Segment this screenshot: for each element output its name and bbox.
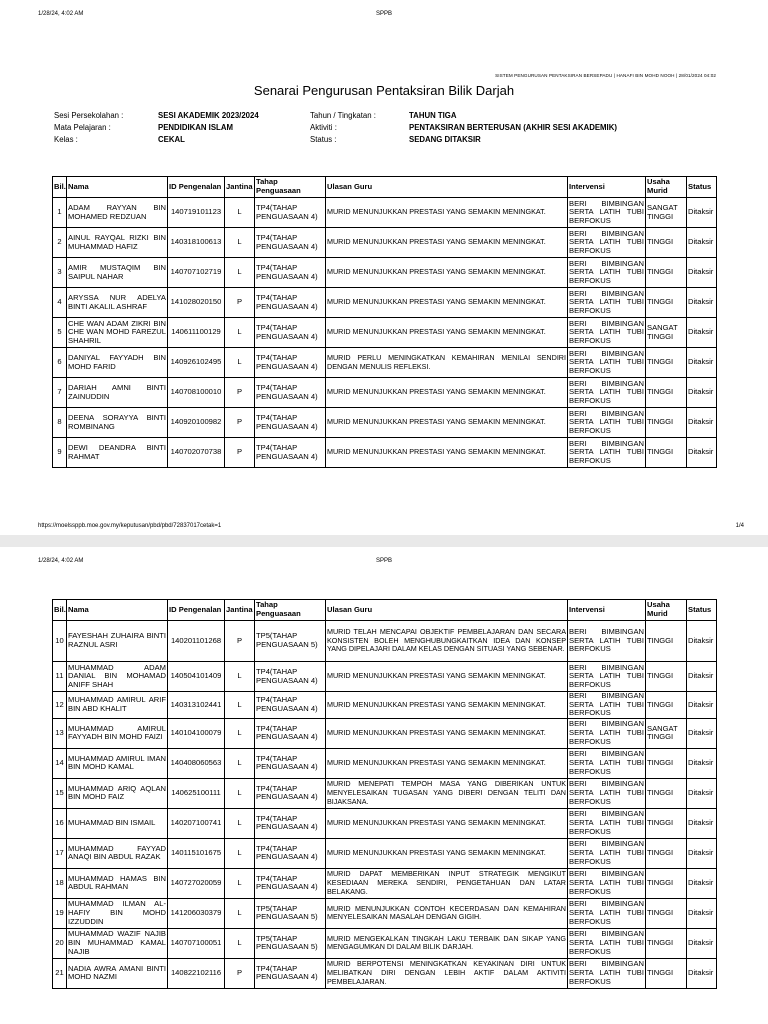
mastery-level: TP4(TAHAP PENGUASAAN 4) bbox=[255, 288, 326, 318]
assessment-status: Ditaksir bbox=[687, 621, 717, 662]
gender: L bbox=[225, 258, 255, 288]
mastery-level: TP4(TAHAP PENGUASAAN 4) bbox=[255, 318, 326, 348]
footer-page-number: 1/4 bbox=[735, 523, 744, 529]
intervention: BERI BIMBINGAN SERTA LATIH TUBI BERFOKUS bbox=[568, 778, 646, 808]
meta-label: Mata Pelajaran : bbox=[54, 123, 111, 132]
teacher-remark: MURID MENUNJUKKAN PRESTASI YANG SEMAKIN MENINGKAT. bbox=[326, 228, 568, 258]
col-usaha-murid-header: Usaha Murid bbox=[646, 600, 687, 621]
table-row bbox=[53, 318, 717, 348]
assessment-status: Ditaksir bbox=[687, 258, 717, 288]
mastery-level: TP5(TAHAP PENGUASAAN 5) bbox=[255, 928, 326, 958]
gender: L bbox=[225, 228, 255, 258]
student-effort: TINGGI bbox=[646, 288, 687, 318]
col-status-header: Status bbox=[687, 600, 717, 621]
row-number: 15 bbox=[53, 778, 67, 808]
student-effort: TINGGI bbox=[646, 621, 687, 662]
meta-label: Status : bbox=[310, 135, 337, 144]
gender: L bbox=[225, 318, 255, 348]
mastery-level: TP4(TAHAP PENGUASAAN 4) bbox=[255, 692, 326, 719]
col-status-header: Status bbox=[687, 177, 717, 198]
student-id: 140104100079 bbox=[168, 718, 225, 748]
table-row bbox=[53, 408, 717, 438]
assessment-status: Ditaksir bbox=[687, 378, 717, 408]
col-jantina-header: Jantina bbox=[225, 177, 255, 198]
print-site-name: SPPB bbox=[375, 558, 392, 564]
report-page-2 bbox=[0, 547, 768, 1024]
mastery-level: TP4(TAHAP PENGUASAAN 4) bbox=[255, 378, 326, 408]
assessment-status: Ditaksir bbox=[687, 868, 717, 898]
assessment-status: Ditaksir bbox=[687, 692, 717, 719]
mastery-level: TP4(TAHAP PENGUASAAN 4) bbox=[255, 868, 326, 898]
mastery-level: TP4(TAHAP PENGUASAAN 4) bbox=[255, 228, 326, 258]
row-number: 8 bbox=[53, 408, 67, 438]
student-name: MUHAMMAD BIN ISMAIL bbox=[67, 808, 168, 838]
student-id: 140719101123 bbox=[168, 198, 225, 228]
table-row bbox=[53, 692, 717, 719]
student-name: MUHAMMAD AMIRUL IMAN BIN MOHD KAMAL bbox=[67, 748, 168, 778]
table-header-row bbox=[53, 177, 717, 198]
table-row bbox=[53, 662, 717, 692]
student-name: MUHAMMAD ADAM DANIAL BIN MOHAMAD ANIFF SHAH bbox=[67, 662, 168, 692]
meta-labels-right bbox=[310, 110, 376, 146]
intervention: BERI BIMBINGAN SERTA LATIH TUBI BERFOKUS bbox=[568, 748, 646, 778]
mastery-level: TP4(TAHAP PENGUASAAN 4) bbox=[255, 198, 326, 228]
assessment-status: Ditaksir bbox=[687, 778, 717, 808]
meta-value: SESI AKADEMIK 2023/2024 bbox=[158, 111, 259, 120]
intervention: BERI BIMBINGAN SERTA LATIH TUBI BERFOKUS bbox=[568, 928, 646, 958]
teacher-remark: MURID TELAH MENCAPAI OBJEKTIF PEMBELAJARAN DAN SECARA KONSISTEN BOLEH MENGHUBUNGKAITKAN IDEA DAN KONSEP YANG DIPELAJARI DALAM KELAS DENGAN SITUASI YANG SEBENAR. bbox=[326, 621, 568, 662]
student-name: MUHAMMAD WAZIF NAJIB BIN MUHAMMAD KAMAL NAJIB bbox=[67, 928, 168, 958]
meta-values-right bbox=[409, 110, 617, 146]
col-tahap-penguasaan-header: Tahap Penguasaan bbox=[255, 177, 326, 198]
row-number: 13 bbox=[53, 718, 67, 748]
row-number: 11 bbox=[53, 662, 67, 692]
student-name: CHE WAN ADAM ZIKRI BIN CHE WAN MOHD FAREZUL SHAHRIL bbox=[67, 318, 168, 348]
gender: L bbox=[225, 778, 255, 808]
print-site-name: SPPB bbox=[375, 11, 392, 17]
student-id: 140611100129 bbox=[168, 318, 225, 348]
col-id-pengenalan-header: ID Pengenalan bbox=[168, 177, 225, 198]
student-name: MUHAMMAD AMIRUL ARIF BIN ABD KHALIT bbox=[67, 692, 168, 719]
gender: L bbox=[225, 868, 255, 898]
student-id: 140727020059 bbox=[168, 868, 225, 898]
mastery-level: TP4(TAHAP PENGUASAAN 4) bbox=[255, 438, 326, 468]
student-effort: SANGAT TINGGI bbox=[646, 718, 687, 748]
student-id: 140926102495 bbox=[168, 348, 225, 378]
gender: L bbox=[225, 198, 255, 228]
row-number: 20 bbox=[53, 928, 67, 958]
table-row bbox=[53, 898, 717, 928]
table-row bbox=[53, 748, 717, 778]
meta-value: PENTAKSIRAN BERTERUSAN (AKHIR SESI AKADEMIK) bbox=[409, 123, 617, 132]
assessment-status: Ditaksir bbox=[687, 898, 717, 928]
gender: L bbox=[225, 808, 255, 838]
teacher-remark: MURID MENUNJUKKAN PRESTASI YANG SEMAKIN MENINGKAT. bbox=[326, 408, 568, 438]
student-effort: TINGGI bbox=[646, 868, 687, 898]
student-effort: TINGGI bbox=[646, 408, 687, 438]
intervention: BERI BIMBINGAN SERTA LATIH TUBI BERFOKUS bbox=[568, 898, 646, 928]
student-name: DARIAH AMNI BINTI ZAINUDDIN bbox=[67, 378, 168, 408]
student-effort: TINGGI bbox=[646, 378, 687, 408]
gender: P bbox=[225, 378, 255, 408]
mastery-level: TP4(TAHAP PENGUASAAN 4) bbox=[255, 838, 326, 868]
table-row bbox=[53, 718, 717, 748]
student-id: 140115101675 bbox=[168, 838, 225, 868]
table-row bbox=[53, 378, 717, 408]
col-id-pengenalan-header: ID Pengenalan bbox=[168, 600, 225, 621]
report-title: Senarai Pengurusan Pentaksiran Bilik Darjah bbox=[253, 83, 515, 98]
student-name: ARYSSA NUR ADELYA BINTI AKALIL ASHRAF bbox=[67, 288, 168, 318]
student-id: 140702070738 bbox=[168, 438, 225, 468]
mastery-level: TP4(TAHAP PENGUASAAN 4) bbox=[255, 808, 326, 838]
intervention: BERI BIMBINGAN SERTA LATIH TUBI BERFOKUS bbox=[568, 438, 646, 468]
meta-values-left bbox=[158, 110, 259, 146]
gender: P bbox=[225, 288, 255, 318]
assessment-status: Ditaksir bbox=[687, 838, 717, 868]
student-id: 140707100051 bbox=[168, 928, 225, 958]
table-row bbox=[53, 838, 717, 868]
mastery-level: TP4(TAHAP PENGUASAAN 4) bbox=[255, 662, 326, 692]
col-bil-header: Bil. bbox=[53, 177, 67, 198]
student-id: 140504101409 bbox=[168, 662, 225, 692]
col-jantina-header: Jantina bbox=[225, 600, 255, 621]
teacher-remark: MURID MENUNJUKKAN PRESTASI YANG SEMAKIN MENINGKAT. bbox=[326, 318, 568, 348]
student-name: DEWI DEANDRA BINTI RAHMAT bbox=[67, 438, 168, 468]
student-name: MUHAMMAD ARIQ AQLAN BIN MOHD FAIZ bbox=[67, 778, 168, 808]
student-id: 140822102116 bbox=[168, 958, 225, 988]
table-row bbox=[53, 808, 717, 838]
student-effort: TINGGI bbox=[646, 958, 687, 988]
table-row bbox=[53, 348, 717, 378]
student-effort: TINGGI bbox=[646, 748, 687, 778]
meta-label: Aktiviti : bbox=[310, 123, 337, 132]
teacher-remark: MURID MENUNJUKKAN PRESTASI YANG SEMAKIN MENINGKAT. bbox=[326, 748, 568, 778]
student-name: MUHAMMAD HAMAS BIN ABDUL RAHMAN bbox=[67, 868, 168, 898]
student-effort: TINGGI bbox=[646, 662, 687, 692]
print-datetime: 1/28/24, 4:02 AM bbox=[38, 558, 84, 564]
assessment-status: Ditaksir bbox=[687, 318, 717, 348]
student-id: 140318100613 bbox=[168, 228, 225, 258]
assessment-status: Ditaksir bbox=[687, 348, 717, 378]
table-row bbox=[53, 621, 717, 662]
intervention: BERI BIMBINGAN SERTA LATIH TUBI BERFOKUS bbox=[568, 958, 646, 988]
teacher-remark: MURID MENEPATI TEMPOH MASA YANG DIBERIKAN UNTUK MENYELESAIKAN TUGASAN YANG DIBERI DENGAN TELITI DAN BIJAKSANA. bbox=[326, 778, 568, 808]
assessment-status: Ditaksir bbox=[687, 438, 717, 468]
student-effort: TINGGI bbox=[646, 838, 687, 868]
assessment-table bbox=[52, 599, 717, 989]
student-name: NADIA AWRA AMANI BINTI MOHD NAZMI bbox=[67, 958, 168, 988]
student-name: ADAM RAYYAN BIN MOHAMED REDZUAN bbox=[67, 198, 168, 228]
teacher-remark: MURID MENUNJUKKAN PRESTASI YANG SEMAKIN MENINGKAT. bbox=[326, 718, 568, 748]
intervention: BERI BIMBINGAN SERTA LATIH TUBI BERFOKUS bbox=[568, 408, 646, 438]
footer-url: https://moelssppb.moe.gov.my/keputusan/pbd/pbd/72837017cetak=1 bbox=[38, 523, 222, 529]
student-id: 140708100010 bbox=[168, 378, 225, 408]
row-number: 16 bbox=[53, 808, 67, 838]
table-row bbox=[53, 868, 717, 898]
intervention: BERI BIMBINGAN SERTA LATIH TUBI BERFOKUS bbox=[568, 838, 646, 868]
student-name: AINUL RAYQAL RIZKI BIN MUHAMMAD HAFIZ bbox=[67, 228, 168, 258]
teacher-remark: MURID MENUNJUKKAN PRESTASI YANG SEMAKIN MENINGKAT. bbox=[326, 438, 568, 468]
teacher-remark: MURID PERLU MENINGKATKAN KEMAHIRAN MENILAI SENDIRI DENGAN MENULIS REFLEKSI. bbox=[326, 348, 568, 378]
student-id: 140313102441 bbox=[168, 692, 225, 719]
student-effort: TINGGI bbox=[646, 808, 687, 838]
intervention: BERI BIMBINGAN SERTA LATIH TUBI BERFOKUS bbox=[568, 621, 646, 662]
student-effort: TINGGI bbox=[646, 778, 687, 808]
intervention: BERI BIMBINGAN SERTA LATIH TUBI BERFOKUS bbox=[568, 868, 646, 898]
student-effort: SANGAT TINGGI bbox=[646, 198, 687, 228]
student-id: 140625100111 bbox=[168, 778, 225, 808]
gender: L bbox=[225, 898, 255, 928]
table-row bbox=[53, 198, 717, 228]
gender: L bbox=[225, 348, 255, 378]
meta-label: Sesi Persekolahan : bbox=[54, 111, 124, 120]
mastery-level: TP4(TAHAP PENGUASAAN 4) bbox=[255, 958, 326, 988]
assessment-status: Ditaksir bbox=[687, 748, 717, 778]
teacher-remark: MURID MENGEKALKAN TINGKAH LAKU TERBAIK DAN SIKAP YANG MENGAGUMKAN DI DALAM BILIK DARJAH. bbox=[326, 928, 568, 958]
student-name: DEENA SORAYYA BINTI ROMBINANG bbox=[67, 408, 168, 438]
table-row bbox=[53, 778, 717, 808]
gender: L bbox=[225, 748, 255, 778]
col-nama-header: Nama bbox=[67, 600, 168, 621]
teacher-remark: MURID MENUNJUKKAN PRESTASI YANG SEMAKIN MENINGKAT. bbox=[326, 378, 568, 408]
teacher-remark: MURID MENUNJUKKAN PRESTASI YANG SEMAKIN MENINGKAT. bbox=[326, 288, 568, 318]
intervention: BERI BIMBINGAN SERTA LATIH TUBI BERFOKUS bbox=[568, 228, 646, 258]
mastery-level: TP5(TAHAP PENGUASAAN 5) bbox=[255, 621, 326, 662]
meta-label: Kelas : bbox=[54, 135, 78, 144]
col-ulasan-guru-header: Ulasan Guru bbox=[326, 177, 568, 198]
intervention: BERI BIMBINGAN SERTA LATIH TUBI BERFOKUS bbox=[568, 718, 646, 748]
print-datetime: 1/28/24, 4:02 AM bbox=[38, 11, 84, 17]
intervention: BERI BIMBINGAN SERTA LATIH TUBI BERFOKUS bbox=[568, 808, 646, 838]
intervention: BERI BIMBINGAN SERTA LATIH TUBI BERFOKUS bbox=[568, 198, 646, 228]
assessment-status: Ditaksir bbox=[687, 928, 717, 958]
assessment-table bbox=[52, 176, 717, 468]
student-name: MUHAMMAD FAYYAD ANAQI BIN ABDUL RAZAK bbox=[67, 838, 168, 868]
row-number: 7 bbox=[53, 378, 67, 408]
table-row bbox=[53, 928, 717, 958]
mastery-level: TP4(TAHAP PENGUASAAN 4) bbox=[255, 778, 326, 808]
teacher-remark: MURID MENUNJUKKAN PRESTASI YANG SEMAKIN MENINGKAT. bbox=[326, 198, 568, 228]
table-row bbox=[53, 258, 717, 288]
gender: P bbox=[225, 958, 255, 988]
row-number: 3 bbox=[53, 258, 67, 288]
gender: P bbox=[225, 438, 255, 468]
student-effort: TINGGI bbox=[646, 348, 687, 378]
assessment-status: Ditaksir bbox=[687, 718, 717, 748]
assessment-status: Ditaksir bbox=[687, 662, 717, 692]
row-number: 6 bbox=[53, 348, 67, 378]
student-name: AMIR MUSTAQIM BIN SAIPUL NAHAR bbox=[67, 258, 168, 288]
student-id: 140408060563 bbox=[168, 748, 225, 778]
assessment-status: Ditaksir bbox=[687, 228, 717, 258]
student-id: 141206030379 bbox=[168, 898, 225, 928]
teacher-remark: MURID MENUNJUKKAN PRESTASI YANG SEMAKIN MENINGKAT. bbox=[326, 808, 568, 838]
meta-value: TAHUN TIGA bbox=[409, 111, 457, 120]
row-number: 19 bbox=[53, 898, 67, 928]
intervention: BERI BIMBINGAN SERTA LATIH TUBI BERFOKUS bbox=[568, 258, 646, 288]
gender: L bbox=[225, 928, 255, 958]
student-id: 140201101268 bbox=[168, 621, 225, 662]
student-effort: TINGGI bbox=[646, 898, 687, 928]
student-id: 140920100982 bbox=[168, 408, 225, 438]
table-row bbox=[53, 288, 717, 318]
row-number: 12 bbox=[53, 692, 67, 719]
row-number: 9 bbox=[53, 438, 67, 468]
col-intervensi-header: Intervensi bbox=[568, 177, 646, 198]
col-ulasan-guru-header: Ulasan Guru bbox=[326, 600, 568, 621]
row-number: 4 bbox=[53, 288, 67, 318]
assessment-status: Ditaksir bbox=[687, 288, 717, 318]
meta-value: SEDANG DITAKSIR bbox=[409, 135, 481, 144]
gender: L bbox=[225, 718, 255, 748]
mastery-level: TP4(TAHAP PENGUASAAN 4) bbox=[255, 408, 326, 438]
teacher-remark: MURID MENUNJUKKAN PRESTASI YANG SEMAKIN MENINGKAT. bbox=[326, 692, 568, 719]
mastery-level: TP4(TAHAP PENGUASAAN 4) bbox=[255, 348, 326, 378]
col-nama-header: Nama bbox=[67, 177, 168, 198]
row-number: 2 bbox=[53, 228, 67, 258]
system-info-line: SISTEM PENGURUSAN PENTAKSIRAN BERSEPADU | HANAFI BIN MOHD NOOH | 28/01/2024 04:02 bbox=[495, 73, 716, 78]
mastery-level: TP4(TAHAP PENGUASAAN 4) bbox=[255, 718, 326, 748]
row-number: 18 bbox=[53, 868, 67, 898]
student-name: MUHAMMAD AMIRUL FAYYADH BIN MOHD FAIZI bbox=[67, 718, 168, 748]
gender: L bbox=[225, 692, 255, 719]
gender: P bbox=[225, 621, 255, 662]
row-number: 21 bbox=[53, 958, 67, 988]
student-effort: TINGGI bbox=[646, 228, 687, 258]
meta-value: PENDIDIKAN ISLAM bbox=[158, 123, 233, 132]
teacher-remark: MURID MENUNJUKKAN CONTOH KECERDASAN DAN KEMAHIRAN MENYELESAIKAN MASALAH DENGAN GIGIH. bbox=[326, 898, 568, 928]
gender: P bbox=[225, 408, 255, 438]
assessment-status: Ditaksir bbox=[687, 808, 717, 838]
gender: L bbox=[225, 838, 255, 868]
intervention: BERI BIMBINGAN SERTA LATIH TUBI BERFOKUS bbox=[569, 691, 644, 718]
student-effort: TINGGI bbox=[646, 258, 687, 288]
meta-value: CEKAL bbox=[158, 135, 185, 144]
intervention: BERI BIMBINGAN SERTA LATIH TUBI BERFOKUS bbox=[568, 662, 646, 692]
student-name: FAYESHAH ZUHAIRA BINTI RAZNUL ASRI bbox=[67, 621, 168, 662]
mastery-level: TP5(TAHAP PENGUASAAN 5) bbox=[255, 898, 326, 928]
intervention: BERI BIMBINGAN SERTA LATIH TUBI BERFOKUS bbox=[568, 318, 646, 348]
meta-label: Tahun / Tingkatan : bbox=[310, 111, 376, 120]
teacher-remark: MURID MENUNJUKKAN PRESTASI YANG SEMAKIN MENINGKAT. bbox=[326, 662, 568, 692]
gender: L bbox=[225, 662, 255, 692]
student-id: 140207100741 bbox=[168, 808, 225, 838]
intervention: BERI BIMBINGAN SERTA LATIH TUBI BERFOKUS bbox=[568, 348, 646, 378]
mastery-level: TP4(TAHAP PENGUASAAN 4) bbox=[255, 258, 326, 288]
teacher-remark: MURID MENUNJUKKAN PRESTASI YANG SEMAKIN MENINGKAT. bbox=[326, 258, 568, 288]
student-effort: TINGGI bbox=[646, 438, 687, 468]
row-number: 5 bbox=[53, 318, 67, 348]
col-tahap-penguasaan-header: Tahap Penguasaan bbox=[255, 600, 326, 621]
intervention: BERI BIMBINGAN SERTA LATIH TUBI BERFOKUS bbox=[568, 378, 646, 408]
mastery-level: TP4(TAHAP PENGUASAAN 4) bbox=[255, 748, 326, 778]
row-number: 14 bbox=[53, 748, 67, 778]
intervention: BERI BIMBINGAN SERTA LATIH TUBI BERFOKUS bbox=[568, 288, 646, 318]
col-usaha-murid-header: Usaha Murid bbox=[646, 177, 687, 198]
student-id: 141028020150 bbox=[168, 288, 225, 318]
teacher-remark: MURID BERPOTENSI MENINGKATKAN KEYAKINAN DIRI UNTUK MELIBATKAN DIRI DENGAN LEBIH AKTIF DALAM AKTIVITI PEMBELAJARAN. bbox=[326, 958, 568, 988]
col-intervensi-header: Intervensi bbox=[568, 600, 646, 621]
meta-labels-left bbox=[54, 110, 123, 146]
student-effort: TINGGI bbox=[646, 692, 687, 719]
table-header-row bbox=[53, 600, 717, 621]
assessment-status: Ditaksir bbox=[687, 958, 717, 988]
row-number: 1 bbox=[53, 198, 67, 228]
table-row bbox=[53, 958, 717, 988]
student-effort: SANGAT TINGGI bbox=[646, 318, 687, 348]
row-number: 17 bbox=[53, 838, 67, 868]
col-bil-header: Bil. bbox=[53, 600, 67, 621]
teacher-remark: MURID MENUNJUKKAN PRESTASI YANG SEMAKIN MENINGKAT. bbox=[326, 838, 568, 868]
assessment-status: Ditaksir bbox=[687, 408, 717, 438]
student-name: MUHAMMAD ILMAN AL-HAFIY BIN MOHD IZZUDDIN bbox=[67, 898, 168, 928]
table-row bbox=[53, 228, 717, 258]
student-name: DANIYAL FAYYADH BIN MOHD FARID bbox=[67, 348, 168, 378]
table-row bbox=[53, 438, 717, 468]
student-effort: TINGGI bbox=[646, 928, 687, 958]
student-id: 140707102719 bbox=[168, 258, 225, 288]
teacher-remark: MURID DAPAT MEMBERIKAN INPUT STRATEGIK MENGIKUT KESEDIAAN MEREKA SENDIRI, PENGETAHUAN DAN LATAR BELAKANG. bbox=[326, 868, 568, 898]
row-number: 10 bbox=[53, 621, 67, 662]
assessment-status: Ditaksir bbox=[687, 198, 717, 228]
